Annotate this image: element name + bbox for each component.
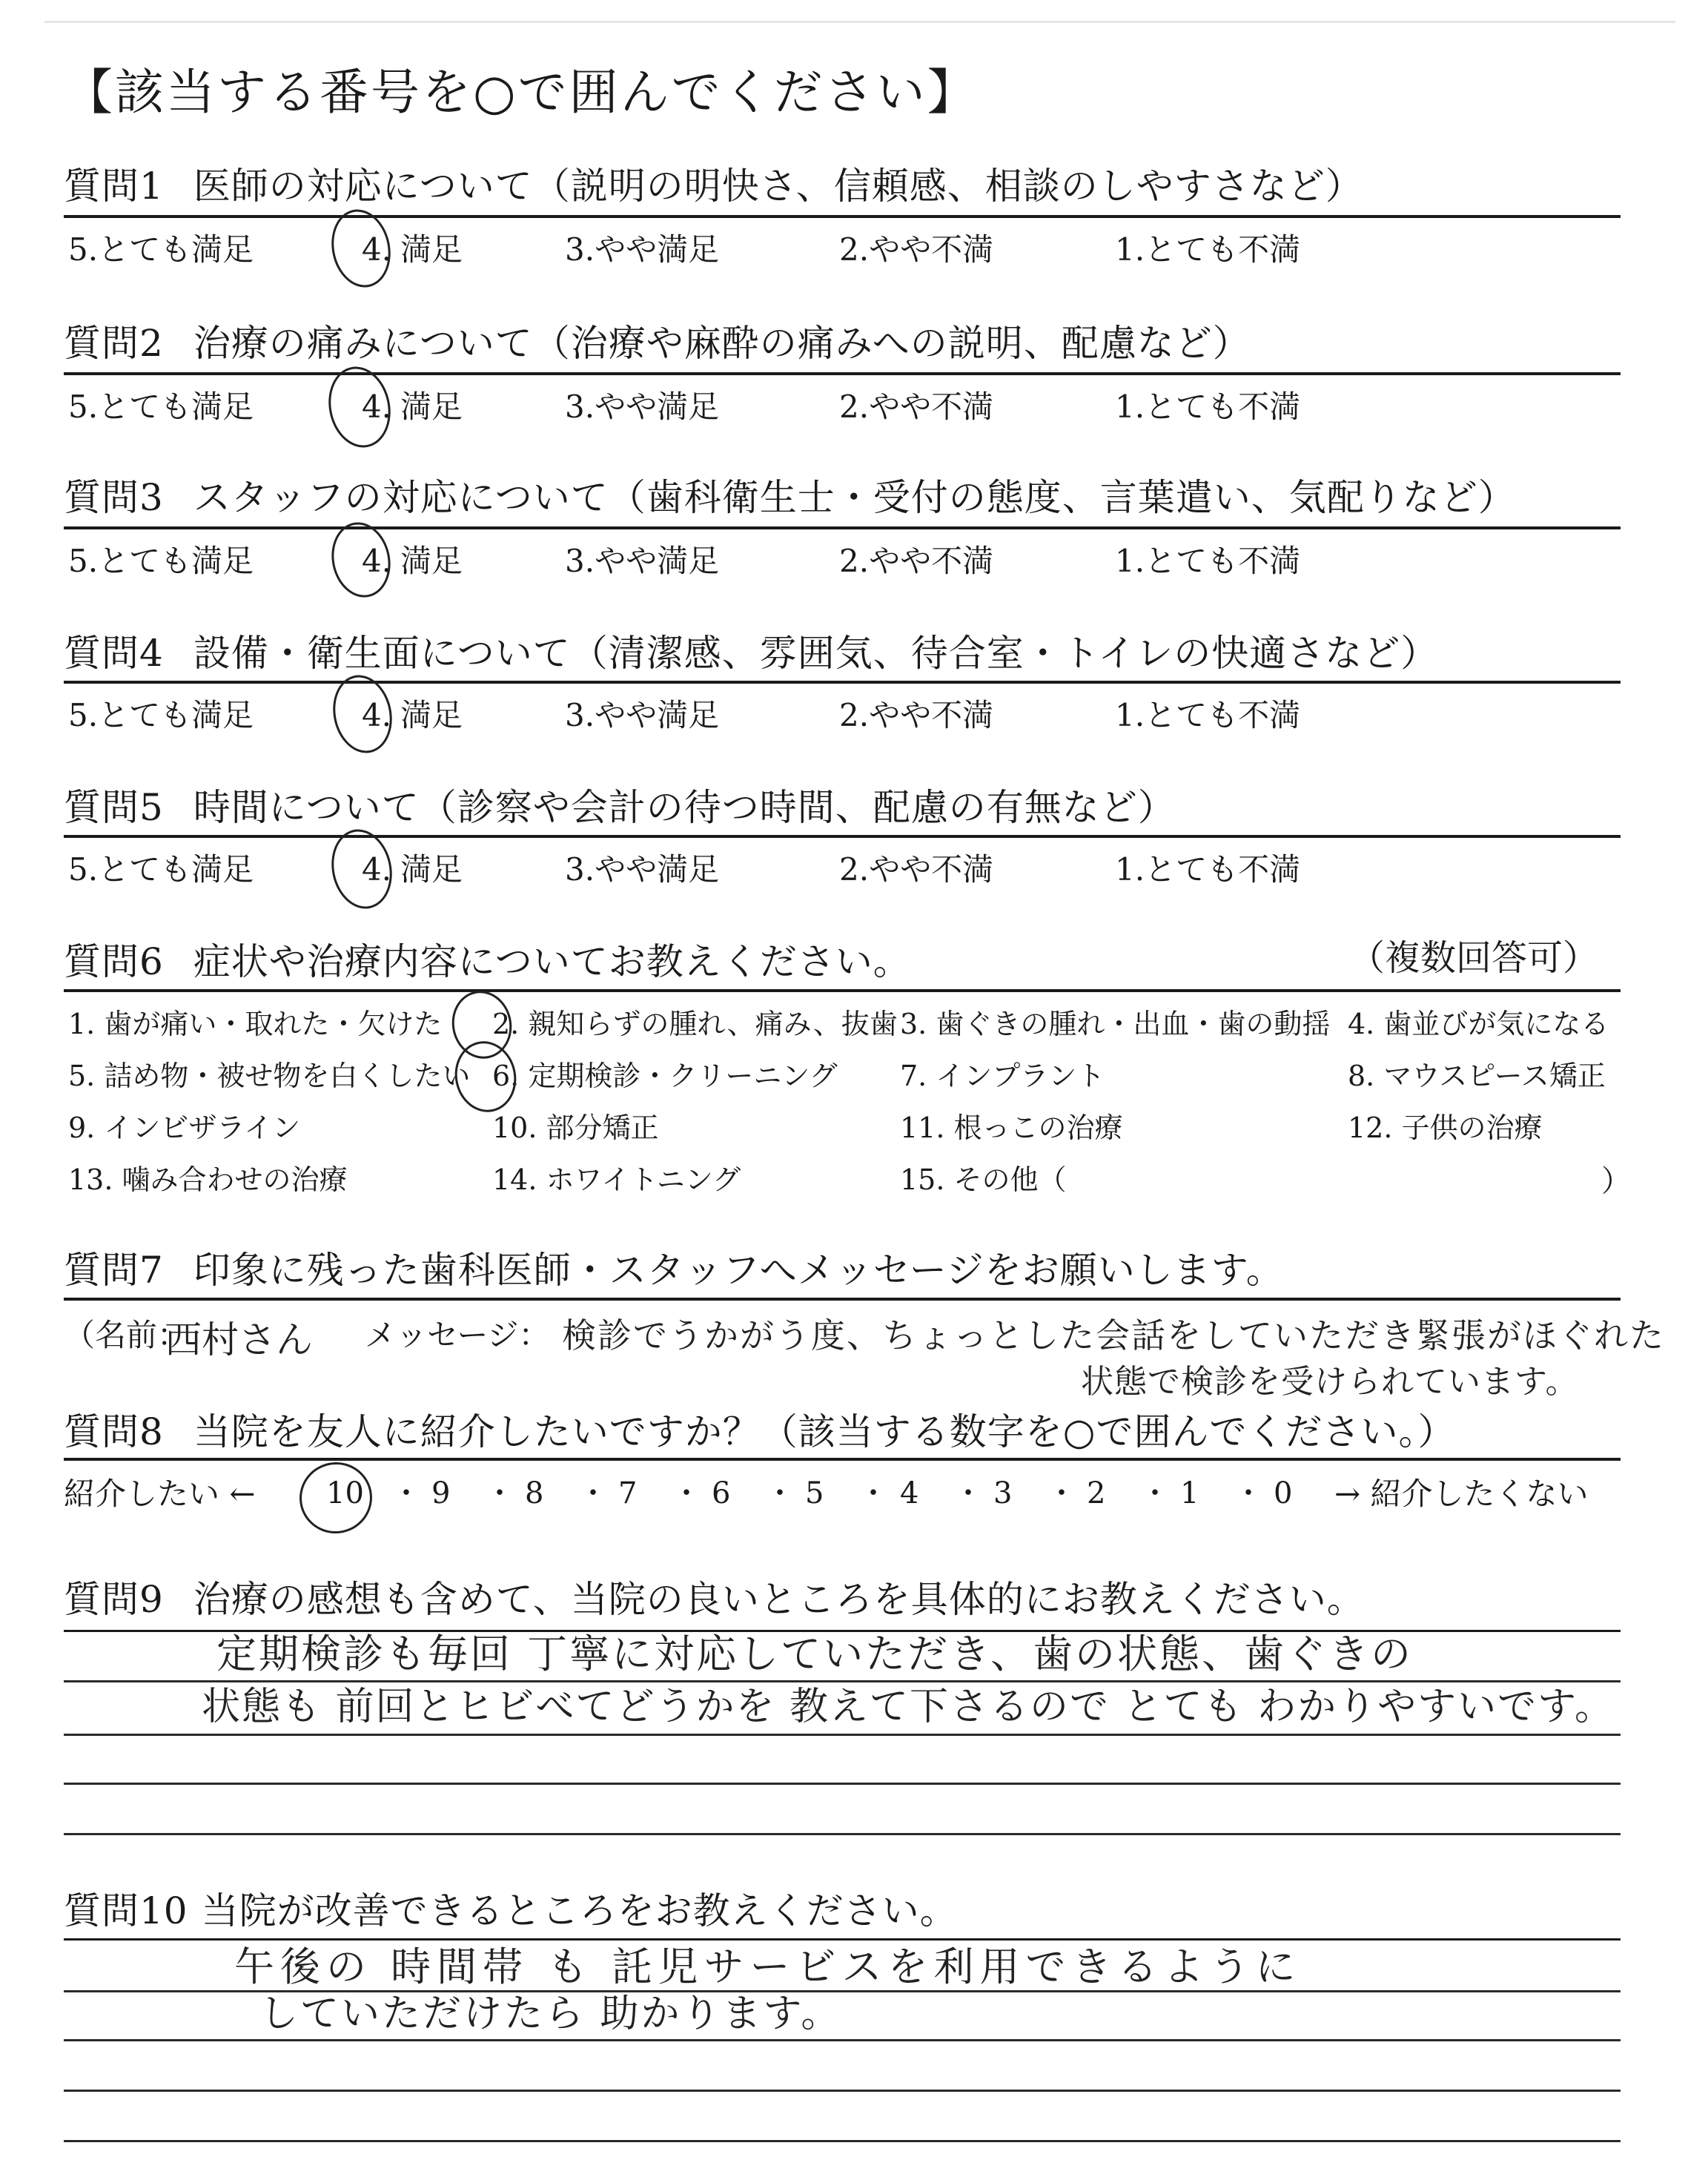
q8-separator: ・: [672, 1476, 701, 1510]
q8-separator: ・: [1140, 1476, 1170, 1510]
question-1-heading: [64, 165, 1363, 208]
question-1-number: 質問1: [64, 165, 164, 208]
q1-option-5[interactable]: 5.とても満足: [68, 231, 254, 268]
question-2-text: 治療の痛みについて（治療や麻酔の痛みへの説明、配慮など）: [193, 322, 1251, 365]
q8-scale-10[interactable]: 10: [326, 1476, 364, 1510]
q6-option-7[interactable]: 7. インプラント: [900, 1060, 1105, 1092]
q6-option-11[interactable]: 11. 根っこの治療: [900, 1112, 1123, 1144]
q8-separator: ・: [578, 1476, 608, 1510]
q10-answer-line-2[interactable]: していただけたら 助かります。: [259, 1992, 842, 2036]
question-4-heading: [64, 632, 1439, 675]
question-5-number: 質問5: [64, 786, 164, 829]
q4-option-3[interactable]: 3.やや満足: [565, 697, 720, 733]
question-6-number: 質問6: [64, 940, 164, 983]
q8-scale-8[interactable]: 8: [525, 1476, 544, 1510]
question-4-text: 設備・衛生面について（清潔感、雰囲気、待合室・トイレの快適さなど）: [193, 632, 1439, 675]
q10-line-3: [64, 2039, 1621, 2041]
question-2-number: 質問2: [64, 322, 164, 365]
q8-separator: ・: [858, 1476, 888, 1510]
question-7-number: 質問7: [64, 1249, 164, 1292]
q8-scale-0[interactable]: 0: [1274, 1476, 1293, 1510]
question-1-rule: [64, 215, 1621, 218]
q6-option-14[interactable]: 14. ホワイトニング: [492, 1163, 741, 1196]
q7-message-line-1[interactable]: 検診でうかがう度、ちょっとした会話をしていただき緊張がほぐれた: [562, 1315, 1665, 1355]
q6-option-6[interactable]: 6. 定期検診・クリーニング: [492, 1060, 838, 1092]
q8-separator: ・: [485, 1476, 514, 1510]
q3-option-4-number[interactable]: 4.: [362, 543, 392, 579]
q9-line-3: [64, 1734, 1621, 1736]
q8-scale-7[interactable]: 7: [618, 1476, 638, 1510]
q5-option-1[interactable]: 1.とても不満: [1115, 851, 1301, 888]
q8-separator: ・: [1234, 1476, 1263, 1510]
question-6-text: 症状や治療内容についてお教えください。: [193, 940, 911, 983]
q2-option-1[interactable]: 1.とても不満: [1115, 389, 1301, 425]
q6-option-12[interactable]: 12. 子供の治療: [1348, 1112, 1543, 1144]
q8-scale-3[interactable]: 3: [993, 1476, 1013, 1510]
q9-answer-line-2[interactable]: 状態も 前回とヒビべてどうかを 教えて下さるので とても わかりやすいです。: [202, 1685, 1615, 1729]
q8-scale-6[interactable]: 6: [712, 1476, 731, 1510]
q10-line-5: [64, 2140, 1621, 2142]
q6-option-2[interactable]: 2. 親知らずの腫れ、痛み、抜歯: [492, 1008, 898, 1040]
question-4-number: 質問4: [64, 632, 164, 675]
q1-option-2[interactable]: 2.やや不満: [839, 231, 994, 268]
q3-selected-circle: [325, 517, 397, 603]
q1-option-1[interactable]: 1.とても不満: [1115, 231, 1301, 268]
q4-option-5[interactable]: 5.とても満足: [68, 697, 254, 733]
q7-name-label: （名前：: [64, 1317, 189, 1353]
q8-right-label: → 紹介したくない: [1334, 1476, 1589, 1512]
q6-option-5[interactable]: 5. 詰め物・被せ物を白くしたい: [68, 1060, 471, 1092]
question-5-heading: [64, 786, 1176, 829]
q8-scale-4[interactable]: 4: [900, 1476, 919, 1510]
q2-option-4-number[interactable]: 4.: [362, 389, 392, 425]
question-7-heading: [64, 1249, 1284, 1292]
q7-name-value[interactable]: 西村さん: [165, 1318, 313, 1361]
q5-option-4-number[interactable]: 4.: [362, 851, 392, 888]
q8-selected-circle: [293, 1456, 379, 1540]
q4-option-4-label[interactable]: 満足: [400, 697, 463, 733]
q5-option-2[interactable]: 2.やや不満: [839, 851, 994, 888]
q1-option-4-label[interactable]: 満足: [400, 231, 463, 268]
q6-option-3[interactable]: 3. 歯ぐきの腫れ・出血・歯の動揺: [900, 1008, 1331, 1040]
question-6-rule: [64, 989, 1621, 992]
q3-option-5[interactable]: 5.とても満足: [68, 543, 254, 579]
q8-separator: ・: [953, 1476, 983, 1510]
question-5-rule: [64, 835, 1621, 838]
q3-option-4-label[interactable]: 満足: [400, 543, 463, 579]
question-4-rule: [64, 681, 1621, 684]
q6-option-1[interactable]: 1. 歯が痛い・取れた・欠けた: [68, 1008, 443, 1040]
q6-option-6-selected-circle: [448, 1036, 523, 1118]
question-3-rule: [64, 526, 1621, 529]
question-6-heading: [64, 940, 911, 983]
q8-scale-1[interactable]: 1: [1180, 1476, 1199, 1510]
question-9-heading: [64, 1578, 1365, 1621]
q9-line-2: [64, 1680, 1621, 1682]
q10-line-4: [64, 2090, 1621, 2092]
q8-separator: ・: [1047, 1476, 1076, 1510]
question-2-heading: [64, 322, 1251, 365]
q8-scale-5[interactable]: 5: [805, 1476, 824, 1510]
question-5-text: 時間について（診察や会計の待つ時間、配慮の有無など）: [193, 786, 1176, 829]
q6-option-15[interactable]: 15. その他（: [900, 1163, 1067, 1196]
q3-option-3[interactable]: 3.やや満足: [565, 543, 720, 579]
question-3-heading: [64, 476, 1516, 519]
question-9-text: 治療の感想も含めて、当院の良いところを具体的にお教えください。: [193, 1578, 1365, 1621]
q5-option-3[interactable]: 3.やや満足: [565, 851, 720, 888]
question-10-heading: [64, 1889, 958, 1932]
q9-line-5: [64, 1833, 1621, 1835]
q3-option-2[interactable]: 2.やや不満: [839, 543, 994, 579]
question-9-number: 質問9: [64, 1578, 164, 1621]
q7-message-label: メッセージ：: [365, 1317, 550, 1353]
question-2-rule: [64, 372, 1621, 375]
question-8-rule: [64, 1458, 1621, 1461]
q3-option-1[interactable]: 1.とても不満: [1115, 543, 1301, 579]
q8-separator: ・: [391, 1476, 421, 1510]
question-8-number: 質問8: [64, 1410, 164, 1453]
q6-option-9[interactable]: 9. インビザライン: [68, 1112, 301, 1144]
q8-scale-2[interactable]: 2: [1087, 1476, 1106, 1510]
question-3-text: スタッフの対応について（歯科衛生士・受付の態度、言葉遣い、気配りなど）: [193, 476, 1516, 519]
page-top-edge: [44, 21, 1675, 23]
q10-answer-line-1[interactable]: 午後の 時間帯 も 託児サービスを利用できるように: [234, 1943, 1302, 1990]
q10-line-1: [64, 1938, 1621, 1941]
q2-option-3[interactable]: 3.やや満足: [565, 389, 720, 425]
q9-line-4: [64, 1783, 1621, 1785]
q2-option-4-label[interactable]: 満足: [400, 389, 463, 425]
question-7-rule: [64, 1298, 1621, 1301]
question-3-number: 質問3: [64, 476, 164, 519]
q4-option-1[interactable]: 1.とても不満: [1115, 697, 1301, 733]
q9-answer-line-1[interactable]: 定期検診も毎回 丁寧に対応していただき、歯の状態、歯ぐきの: [216, 1631, 1414, 1677]
q6-multiple-answers-note: （複数回答可）: [1348, 937, 1598, 979]
question-10-text: 当院が改善できるところをお教えください。: [201, 1889, 958, 1932]
q6-option-13[interactable]: 13. 噛み合わせの治療: [68, 1163, 348, 1196]
q2-option-5[interactable]: 5.とても満足: [68, 389, 254, 425]
q1-option-4-number[interactable]: 4.: [362, 231, 392, 268]
q6-option-15-close-paren: ）: [1601, 1164, 1631, 1198]
q6-option-4[interactable]: 4. 歯並びが気になる: [1348, 1008, 1609, 1040]
q6-option-8[interactable]: 8. マウスピース矯正: [1348, 1060, 1606, 1092]
question-10-number: 質問10: [64, 1889, 188, 1932]
q4-option-4-number[interactable]: 4.: [362, 697, 392, 733]
question-8-text: 当院を友人に紹介したいですか？（該当する数字を○で囲んでください。）: [193, 1410, 1456, 1453]
q6-option-10[interactable]: 10. 部分矯正: [492, 1112, 659, 1144]
q2-option-2[interactable]: 2.やや不満: [839, 389, 994, 425]
q4-option-2[interactable]: 2.やや不満: [839, 697, 994, 733]
question-1-text: 医師の対応について（説明の明快さ、信頼感、相談のしやすさなど）: [193, 165, 1363, 208]
q8-scale-9[interactable]: 9: [431, 1476, 451, 1510]
q5-option-4-label[interactable]: 満足: [400, 851, 463, 888]
q8-left-label: 紹介したい ←: [64, 1476, 256, 1512]
page-title: 【該当する番号を○で囲んでください】: [64, 64, 979, 121]
q7-message-line-2[interactable]: 状態で検診を受けられています。: [1081, 1363, 1579, 1401]
q1-option-3[interactable]: 3.やや満足: [565, 231, 720, 268]
question-7-text: 印象に残った歯科医師・スタッフへメッセージをお願いします。: [193, 1249, 1284, 1292]
q5-option-5[interactable]: 5.とても満足: [68, 851, 254, 888]
question-8-heading: [64, 1410, 1456, 1453]
q8-separator: ・: [765, 1476, 795, 1510]
